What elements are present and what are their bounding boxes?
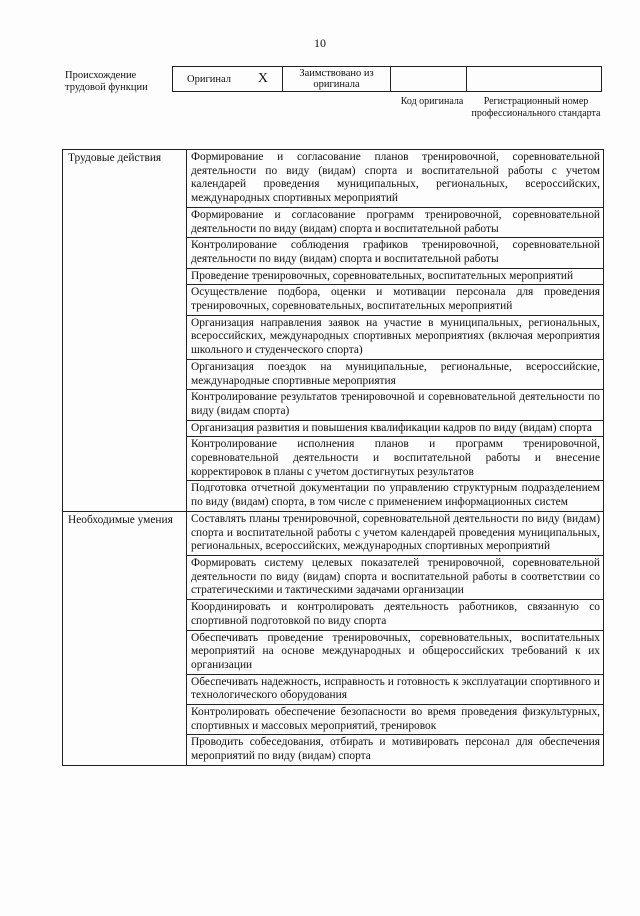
- item-cell: Формирование и согласование планов тренировочной, соревновательной деятельности по виду (видам) спорта и воспитательной работы с учетом календарей проведения муниципальных, региональных, всероссийских, международных спортивных мероприятий: [187, 150, 604, 208]
- item-cell: Проводить собеседования, отбирать и мотивировать персонал для обеспечения мероприятий по виду (видам) спорта: [187, 735, 604, 765]
- item-cell: Контролирование соблюдения графиков тренировочной, соревновательной деятельности по виду (видам) спорта и воспитательной работы: [187, 238, 604, 268]
- item-cell: Обеспечивать проведение тренировочных, соревновательных, воспитательных мероприятий на основе международных и общероссийских требований к их организации: [187, 630, 604, 674]
- original-label: Оригинал: [187, 73, 231, 85]
- item-cell: Проведение тренировочных, соревновательных, воспитательных мероприятий: [187, 268, 604, 285]
- origin-label: Происхождение трудовой функции: [65, 70, 148, 93]
- origin-table: [172, 66, 602, 92]
- original-cell: [173, 67, 283, 91]
- item-cell: Составлять планы тренировочной, соревновательной деятельности по виду (видам) спорта и воспитательной работы с учетом календарей проведения муниципальных, региональных, всероссийских, международных спортивных мероприятий: [187, 511, 604, 555]
- code-caption: Код оригинала: [400, 96, 464, 107]
- item-cell: Организация направления заявок на участие в муниципальных, региональных, всероссийских, международных спортивных мероприятиях (включая мероприятия школьного и студенческого спорта): [187, 315, 604, 359]
- reg-number-cell: [467, 67, 601, 91]
- item-cell: Координировать и контролировать деятельность работников, связанную со спортивной подготовкой по виду спорта: [187, 600, 604, 630]
- category-cell: Трудовые действия: [63, 150, 187, 512]
- item-cell: Организация развития и повышения квалификации кадров по виду (видам) спорта: [187, 420, 604, 437]
- borrowed-cell: [283, 67, 391, 91]
- item-cell: Формировать систему целевых показателей тренировочной, соревновательной деятельности по виду (видам) спорта и воспитательной работы в соответствии со стратегическими и тактическими задачами организации: [187, 555, 604, 599]
- function-table: [62, 149, 604, 766]
- code-cell: [391, 67, 467, 91]
- item-cell: Обеспечивать надежность, исправность и готовность к эксплуатации спортивного и технологического оборудования: [187, 674, 604, 704]
- original-mark: X: [257, 71, 268, 86]
- table-row: [63, 150, 604, 208]
- table-row: [63, 511, 604, 555]
- item-cell: Контролирование исполнения планов и программ тренировочной, соревновательной деятельности и воспитательной работы и внесение корректировок в планы с учетом достигнутых результатов: [187, 437, 604, 481]
- item-cell: Формирование и согласование программ тренировочной, соревновательной деятельности по виду (видам) спорта и воспитательной работы: [187, 207, 604, 237]
- item-cell: Контролировать обеспечение безопасности во время проведения физкультурных, спортивных и массовых мероприятий, тренировок: [187, 705, 604, 735]
- item-cell: Организация поездок на муниципальные, региональные, всероссийские, международные спортивные мероприятия: [187, 359, 604, 389]
- item-cell: Осуществление подбора, оценки и мотивации персонала для проведения тренировочных, соревновательных, воспитательных мероприятий: [187, 285, 604, 315]
- borrowed-label: Заимствовано из оригинала: [299, 68, 374, 90]
- item-cell: Подготовка отчетной документации по управлению структурным подразделением по виду (видам) спорта, в том числе с применением информационных систем: [187, 481, 604, 511]
- item-cell: Контролирование результатов тренировочной и соревновательной деятельности по виду (видам спорта): [187, 390, 604, 420]
- page-number: 10: [314, 36, 326, 50]
- category-cell: Необходимые умения: [63, 511, 187, 765]
- reg-caption: Регистрационный номер профессионального стандарта: [471, 96, 601, 119]
